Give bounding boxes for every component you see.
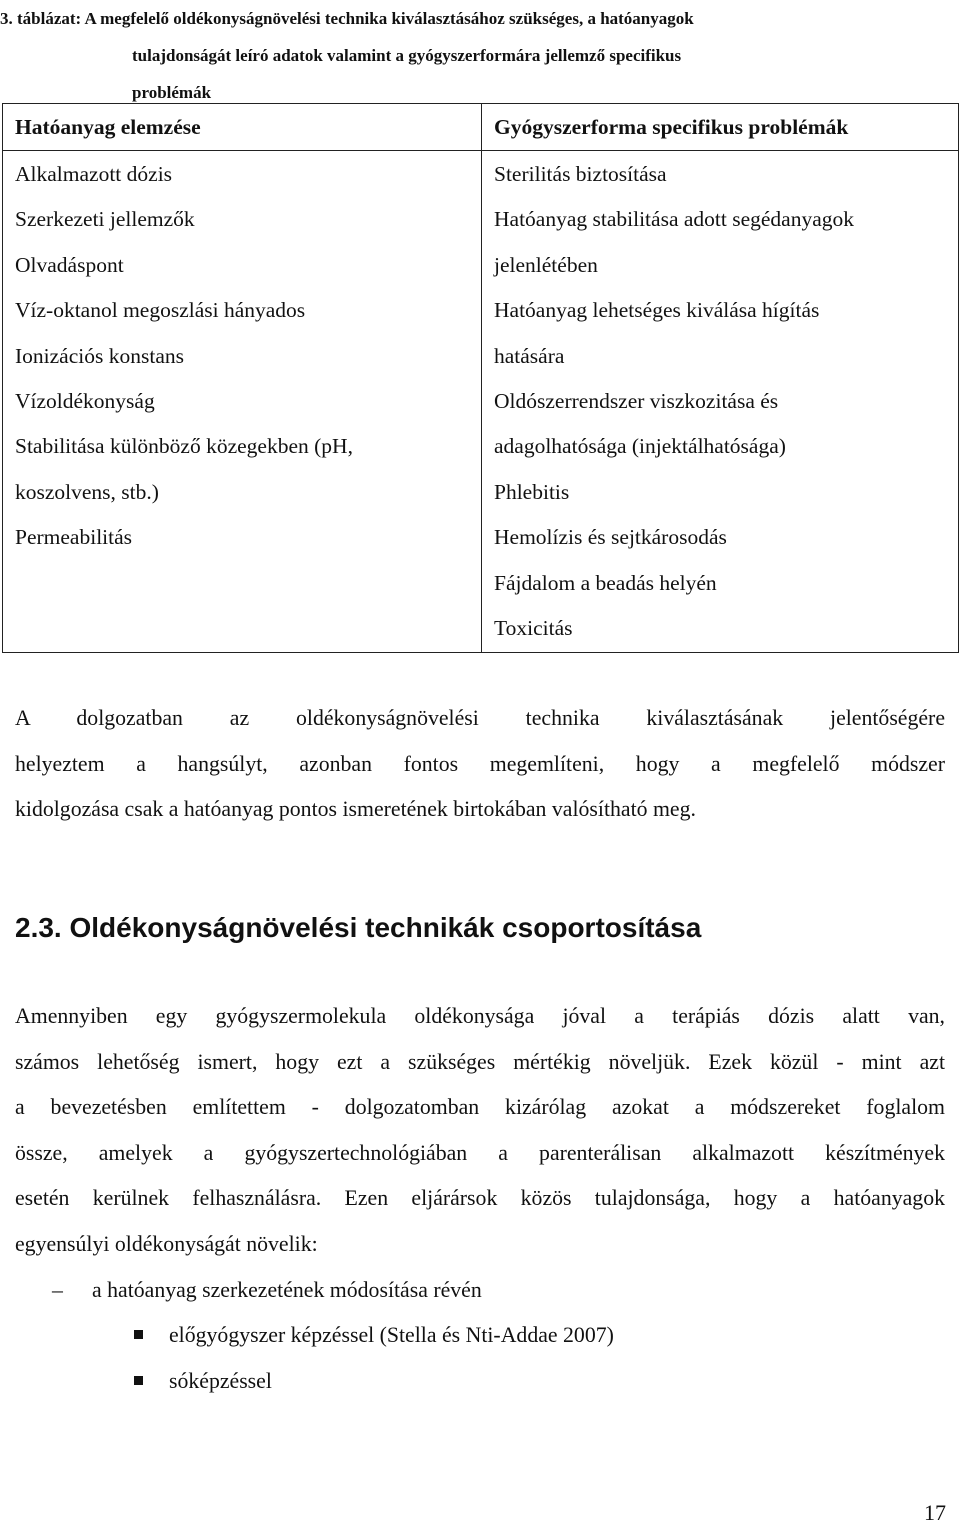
list-item: Vízoldékonyság [15, 388, 155, 413]
list-item: hatására [494, 343, 565, 368]
list-item: Hemolízis és sejtkárosodás [494, 525, 727, 550]
body-paragraph-2 [15, 994, 945, 1268]
dash-list-item [52, 1268, 482, 1313]
list-item: Fájdalom a beadás helyén [494, 570, 717, 595]
list-item: Ionizációs konstans [15, 343, 184, 368]
dash-list-item-text: a hatóanyag szerkezetének módosítása révén [92, 1278, 482, 1302]
list-item: Alkalmazott dózis [15, 162, 173, 186]
list-item: koszolvens, stb.) [15, 479, 159, 504]
paragraph-line: egyensúlyi oldékonyságát növelik: [15, 1231, 318, 1256]
table-header-row [3, 104, 959, 151]
list-item: jelenlétében [494, 252, 598, 277]
bullet-list-item-text: sóképzéssel [169, 1369, 272, 1393]
drug-analysis-cell [3, 151, 482, 653]
bullet-list-item [134, 1359, 272, 1404]
paragraph-line: számos lehetőség ismert, hogy ezt a szükséges mértékig növeljük. Ezek közül - mint azt [15, 1049, 945, 1074]
list-item: Permeabilitás [15, 525, 133, 550]
paragraph-line: helyeztem a hangsúlyt, azonban fontos megemlíteni, hogy a megfelelő módszer [15, 751, 945, 776]
bullet-list-item-text: előgyógyszer képzéssel (Stella és Nti-Addae 2007) [169, 1323, 614, 1347]
list-item: Hatóanyag stabilitása adott segédanyagok [494, 207, 855, 232]
list-item: adagolhatósága (injektálhatósága) [494, 434, 786, 459]
list-item: Toxicitás [494, 615, 573, 640]
square-bullet-icon [134, 1376, 143, 1385]
caption-line-3: problémák [132, 83, 212, 102]
properties-table [2, 103, 959, 653]
list-item: Phlebitis [494, 479, 570, 504]
header-drug-analysis: Hatóanyag elemzése [3, 104, 482, 151]
list-item: Oldószerrendszer viszkozitása és [494, 388, 779, 413]
list-item: Hatóanyag lehetséges kiválása hígítás [494, 298, 820, 323]
list-item: Víz-oktanol megoszlási hányados [15, 298, 306, 323]
section-heading: 2.3. Oldékonyságnövelési technikák csoportosítása [15, 912, 702, 943]
list-item: Szerkezeti jellemzők [15, 207, 195, 232]
dosage-form-problems-cell [482, 151, 959, 653]
paragraph-line: Amennyiben egy gyógyszermolekula oldékonysága jóval a terápiás dózis alatt van, [15, 1004, 945, 1028]
page-number: 17 [924, 1500, 946, 1525]
list-item: Sterilitás biztosítása [494, 162, 667, 186]
bullet-list-item [134, 1313, 614, 1358]
table-caption [0, 0, 940, 111]
list-item: Stabilitása különböző közegekben (pH, [15, 434, 353, 459]
caption-line-2: tulajdonságát leíró adatok valamint a gyógyszerformára jellemző specifikus [132, 46, 682, 65]
paragraph-line: a bevezetésben említettem - dolgozatomban kizárólag azokat a módszereket foglalom [15, 1095, 945, 1120]
dash-bullet-icon: – [52, 1278, 63, 1302]
paragraph-line: esetén kerülnek felhasználásra. Ezen eljárársok közös tulajdonsága, hogy a hatóanyagok [15, 1186, 945, 1211]
table-row [3, 151, 959, 653]
paragraph-line: össze, amelyek a gyógyszertechnológiában a parenterálisan alkalmazott készítmények [15, 1140, 945, 1165]
square-bullet-icon [134, 1330, 143, 1339]
body-paragraph-1 [15, 696, 945, 833]
caption-line-1: 3. táblázat: A megfelelő oldékonyságnövelési technika kiválasztásához szükséges, a hatóanyagok [0, 9, 694, 28]
list-item: Olvadáspont [15, 252, 124, 277]
paragraph-line: kidolgozása csak a hatóanyag pontos ismeretének birtokában valósítható meg. [15, 797, 696, 822]
header-dosage-form-problems: Gyógyszerforma specifikus problémák [482, 104, 959, 151]
paragraph-line: A dolgozatban az oldékonyságnövelési technika kiválasztásának jelentőségére [15, 706, 945, 730]
